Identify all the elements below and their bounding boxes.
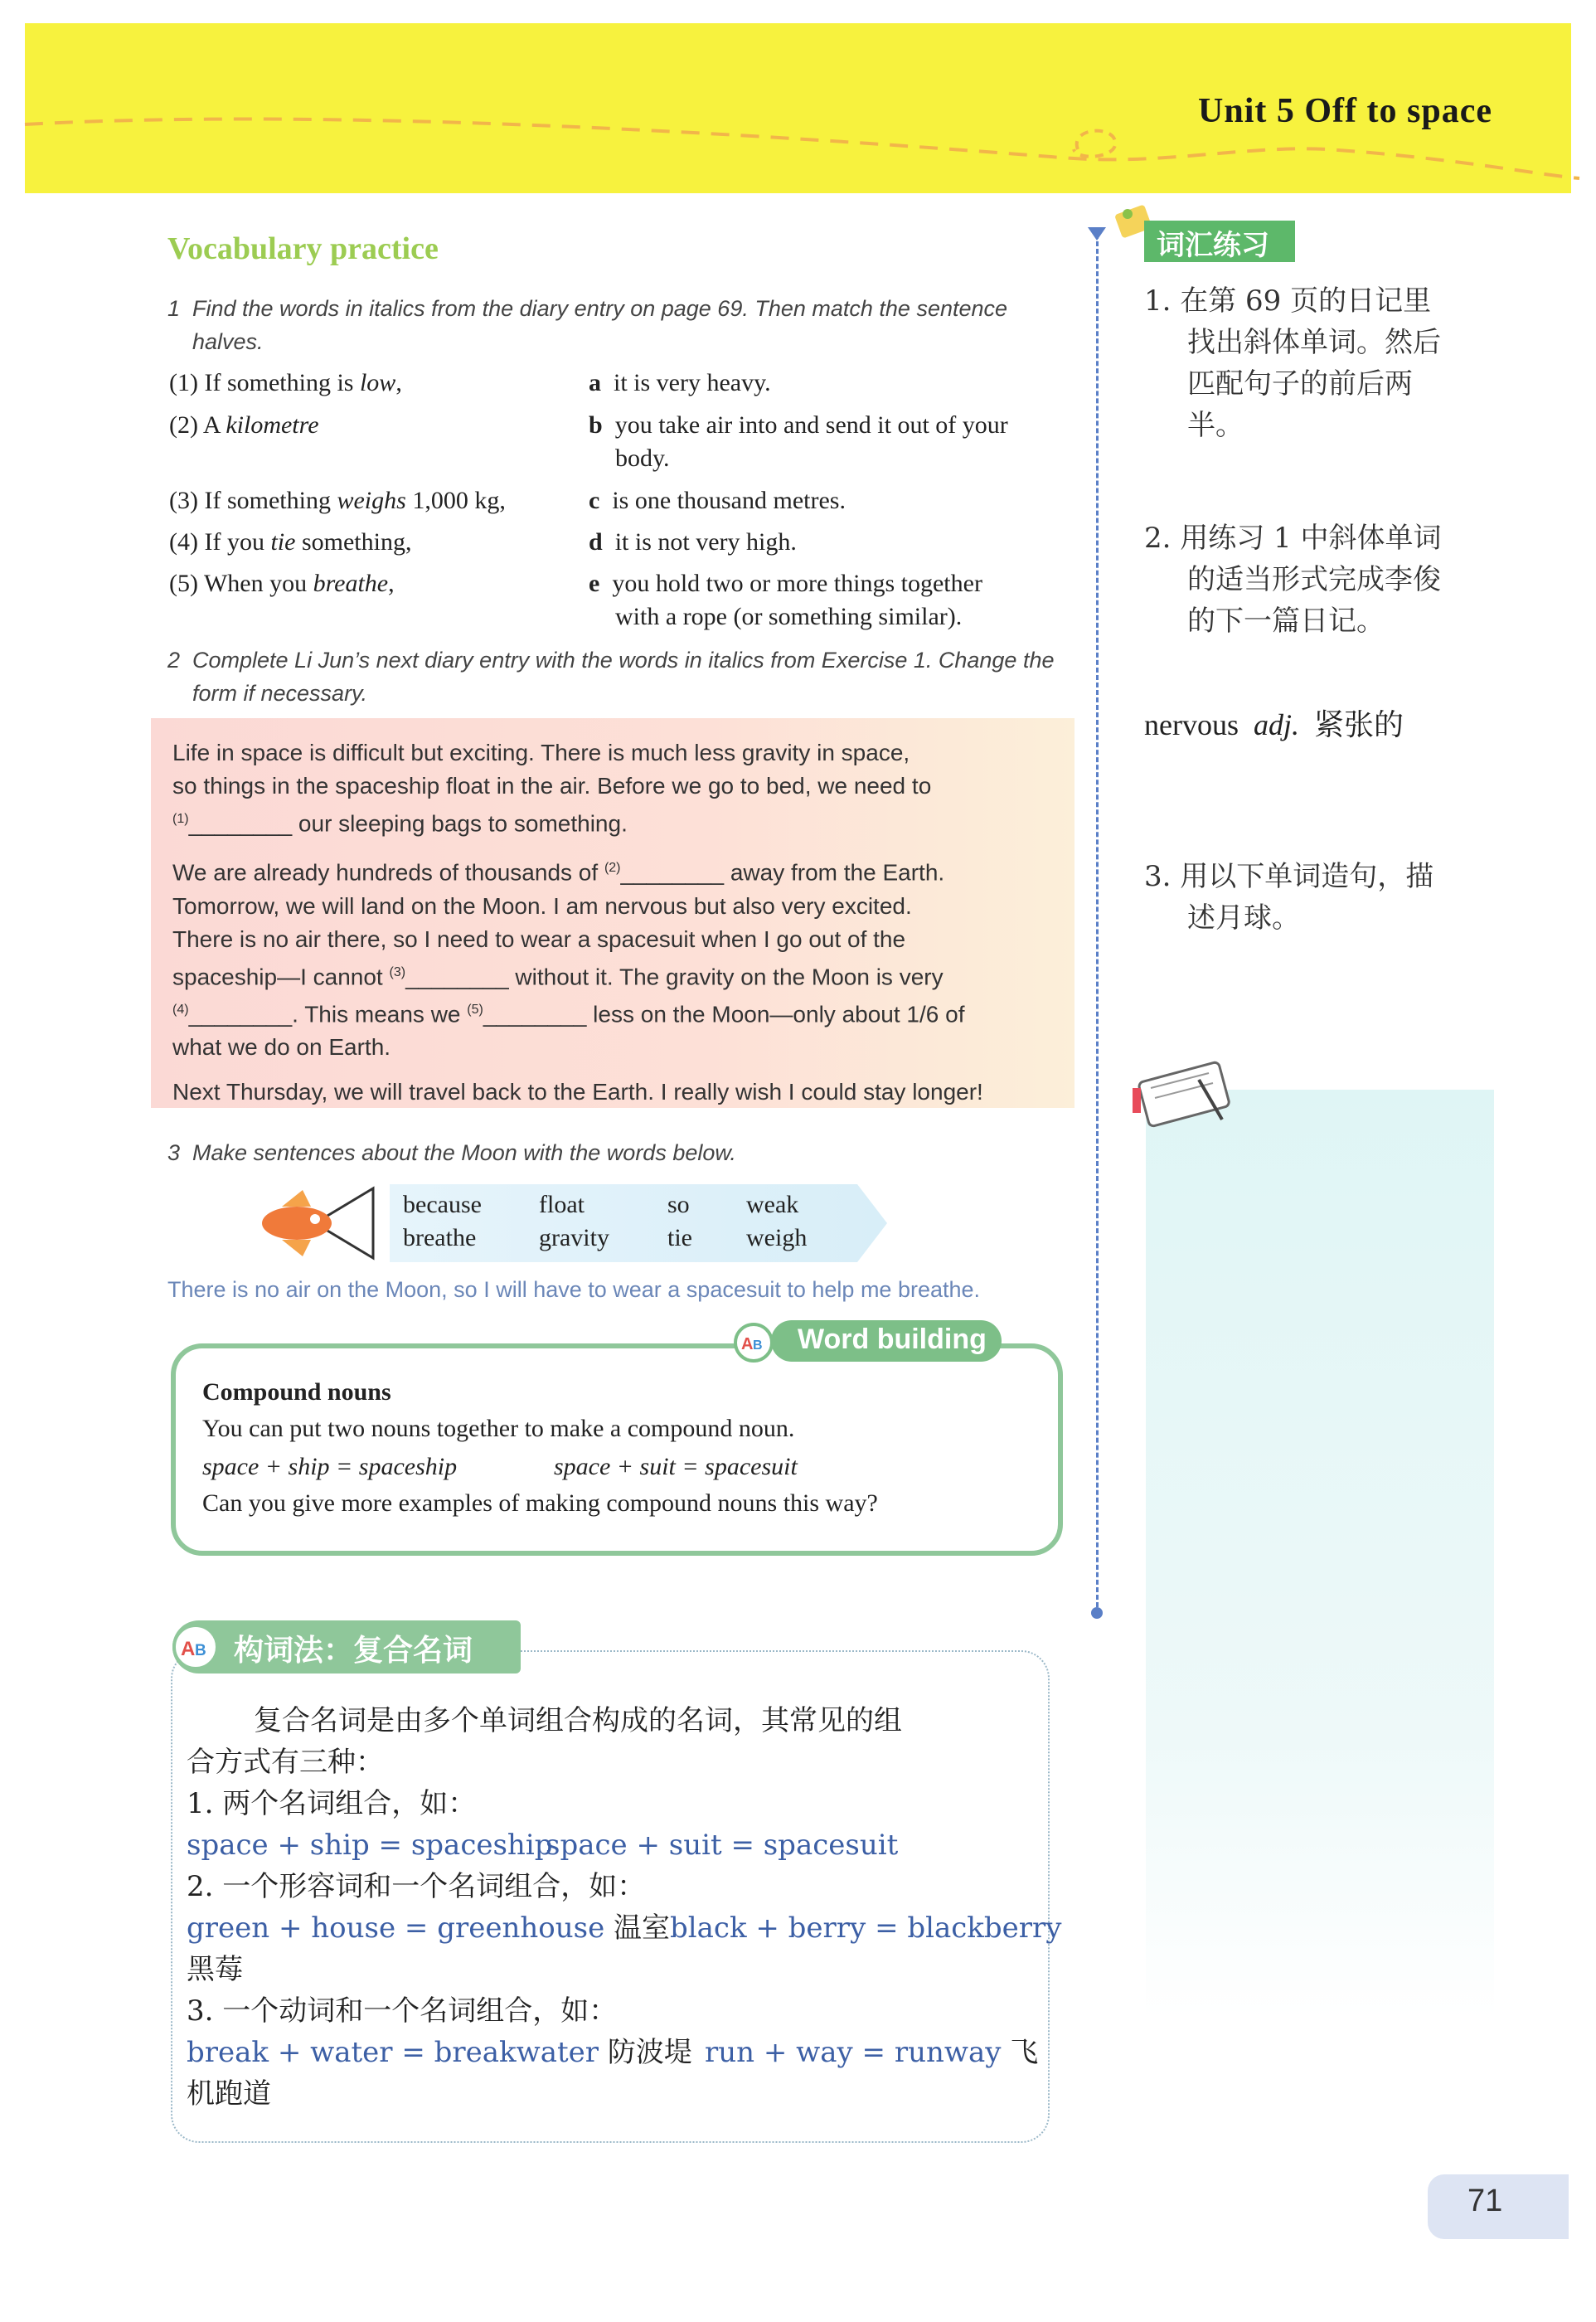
- blank-5[interactable]: ________: [483, 1001, 587, 1027]
- sidebar-dashed-line: [1096, 234, 1099, 1615]
- word-bank-item: because: [403, 1191, 482, 1218]
- word-building-question: Can you give more examples of making compound nouns this way?: [202, 1489, 878, 1517]
- diary-line: $^{(1)}$________ our sleeping bags to something.: [172, 810, 628, 837]
- word-building-box: [171, 1343, 1063, 1556]
- word-bank-item: breathe: [403, 1224, 477, 1251]
- sidebar-gloss: nervous adj. 紧张的: [1144, 708, 1404, 742]
- sidebar-tab-label: 词汇练习: [1157, 229, 1269, 262]
- sidebar-note-1: 1. 在第 69 页的日记里: [1144, 284, 1432, 318]
- word-building-title: Compound nouns: [202, 1378, 391, 1406]
- diary-line: $^{(4)}$________. This means we $^{(5)}$________ less on the Moon—only about 1/6 of: [172, 1001, 965, 1027]
- word-bank-item: weigh: [746, 1224, 808, 1251]
- match-right-c: c is one thousand metres.: [589, 487, 846, 514]
- match-right-b: b you take air into and send it out of your: [589, 411, 1008, 439]
- diary-line: Tomorrow, we will land on the Moon. I am nervous but also very excited.: [172, 892, 912, 919]
- compound-example: break + water = breakwater 防波堤: [187, 2036, 692, 2069]
- blank-4[interactable]: ________: [188, 1001, 293, 1027]
- exercise-3-number: 3: [167, 1140, 181, 1165]
- word-building-line: You can put two nouns together to make a compound noun.: [202, 1415, 795, 1442]
- match-left-2: (2) A kilometre: [169, 411, 319, 439]
- diary-entry-box: [151, 718, 1075, 1108]
- compound-example-gloss: 机跑道: [187, 2077, 271, 2111]
- chinese-note-item: 2. 一个形容词和一个名词组合，如：: [187, 1870, 646, 1903]
- blank-2[interactable]: ________: [620, 859, 725, 886]
- match-right-e-cont: with a rope (or something similar).: [615, 603, 963, 630]
- airplane-icon: [257, 1182, 381, 1265]
- word-bank-item: tie: [667, 1224, 692, 1251]
- blank-1[interactable]: ________: [188, 810, 293, 837]
- sidebar-note-2-cont: 的下一篇日记。: [1187, 605, 1385, 638]
- page-number: 71: [1467, 2184, 1503, 2218]
- dot-marker-icon: [1089, 1605, 1104, 1620]
- match-left-5: (5) When you breathe,: [169, 570, 395, 597]
- sidebar-note-1-cont: 匹配句子的前后两: [1187, 367, 1413, 401]
- word-building-example: space + suit = spacesuit: [554, 1453, 798, 1480]
- chinese-note-intro: 复合名词是由多个单词组合构成的名词，其常见的组: [254, 1704, 902, 1737]
- match-left-1: (1) If something is low,: [169, 369, 402, 396]
- compound-example: run + way = runway 飞: [705, 2036, 1039, 2069]
- triangle-marker-icon: [1086, 226, 1108, 242]
- sidebar-note-3: 3. 用以下单词造句，描: [1144, 860, 1434, 893]
- chinese-note-item: 3. 一个动词和一个名词组合，如：: [187, 1994, 618, 2028]
- compound-example: black + berry = blackberry: [670, 1912, 1062, 1945]
- sidebar-note-1-cont: 半。: [1187, 409, 1244, 442]
- svg-text:A: A: [741, 1335, 754, 1353]
- word-bank-item: weak: [746, 1191, 799, 1218]
- diary-line: We are already hundreds of thousands of $^{(2)}$________ away from the Earth.: [172, 859, 945, 886]
- exercise-2-number: 2: [167, 648, 181, 673]
- diary-line: There is no air there, so I need to wear a spacesuit when I go out of the: [172, 925, 906, 952]
- blank-3[interactable]: ________: [405, 963, 509, 989]
- match-right-e: e you hold two or more things together: [589, 570, 982, 597]
- svg-text:A: A: [181, 1638, 196, 1660]
- diary-line: what we do on Earth.: [172, 1034, 391, 1061]
- word-bank-item: so: [667, 1191, 690, 1218]
- sidebar-panel: [1146, 1090, 1494, 2018]
- exercise-2-instruction-cont: form if necessary.: [192, 681, 368, 706]
- abc-icon: [733, 1322, 774, 1363]
- diary-line: spaceship—I cannot $^{(3)}$________ without it. The gravity on the Moon is very: [172, 963, 944, 989]
- sidebar-note-3-cont: 述月球。: [1187, 901, 1300, 935]
- compound-example: green + house = greenhouse 温室: [187, 1912, 671, 1945]
- sidebar-note-1-cont: 找出斜体单词。然后: [1187, 326, 1441, 359]
- unit-title: Unit 5 Off to space: [1198, 92, 1492, 130]
- section-heading: Vocabulary practice: [167, 231, 439, 266]
- exercise-3-instruction: Make sentences about the Moon with the words below.: [192, 1140, 736, 1165]
- example-sentence: There is no air on the Moon, so I will have to wear a spacesuit to help me breathe.: [167, 1277, 981, 1302]
- match-right-a: a it is very heavy.: [589, 369, 771, 396]
- chinese-note-intro-cont: 合方式有三种：: [187, 1746, 384, 1779]
- match-right-d: d it is not very high.: [589, 528, 797, 556]
- exercise-1-instruction-cont: halves.: [192, 329, 264, 354]
- abc-icon: [171, 1622, 221, 1672]
- word-bank-item: float: [539, 1191, 585, 1218]
- exercise-1-number: 1: [167, 296, 181, 321]
- svg-text:B: B: [195, 1642, 206, 1659]
- word-building-tab-label: Word building: [798, 1324, 987, 1355]
- diary-line: so things in the spaceship float in the air. Before we go to bed, we need to: [172, 773, 932, 799]
- chinese-note-tab-label: 构词法：复合名词: [234, 1634, 473, 1668]
- diary-line: Life in space is difficult but exciting. There is much less gravity in space,: [172, 740, 910, 765]
- match-left-4: (4) If you tie something,: [169, 528, 412, 556]
- match-right-b-cont: body.: [615, 444, 670, 472]
- sidebar-note-2-cont: 的适当形式完成李俊: [1187, 563, 1441, 596]
- chinese-note-item: 1. 两个名词组合，如：: [187, 1787, 477, 1820]
- compound-example: space + suit = spacesuit: [546, 1829, 899, 1862]
- exercise-1-instruction: Find the words in italics from the diary entry on page 69. Then match the sentence: [192, 296, 1008, 321]
- word-bank-item: gravity: [539, 1224, 609, 1251]
- svg-text:B: B: [753, 1338, 763, 1353]
- diary-line: Next Thursday, we will travel back to the Earth. I really wish I could stay longer!: [172, 1079, 983, 1105]
- match-left-3: (3) If something weighs 1,000 kg,: [169, 487, 506, 514]
- exercise-2-instruction: Complete Li Jun’s next diary entry with the words in italics from Exercise 1. Change the: [192, 648, 1055, 673]
- compound-example-gloss: 黑莓: [187, 1953, 243, 1986]
- notebook-icon: [1126, 1055, 1250, 1129]
- compound-example: space + ship = spaceship: [187, 1829, 553, 1862]
- sidebar-note-2: 2. 用练习 1 中斜体单词: [1144, 522, 1442, 555]
- word-building-example: space + ship = spaceship: [202, 1453, 458, 1480]
